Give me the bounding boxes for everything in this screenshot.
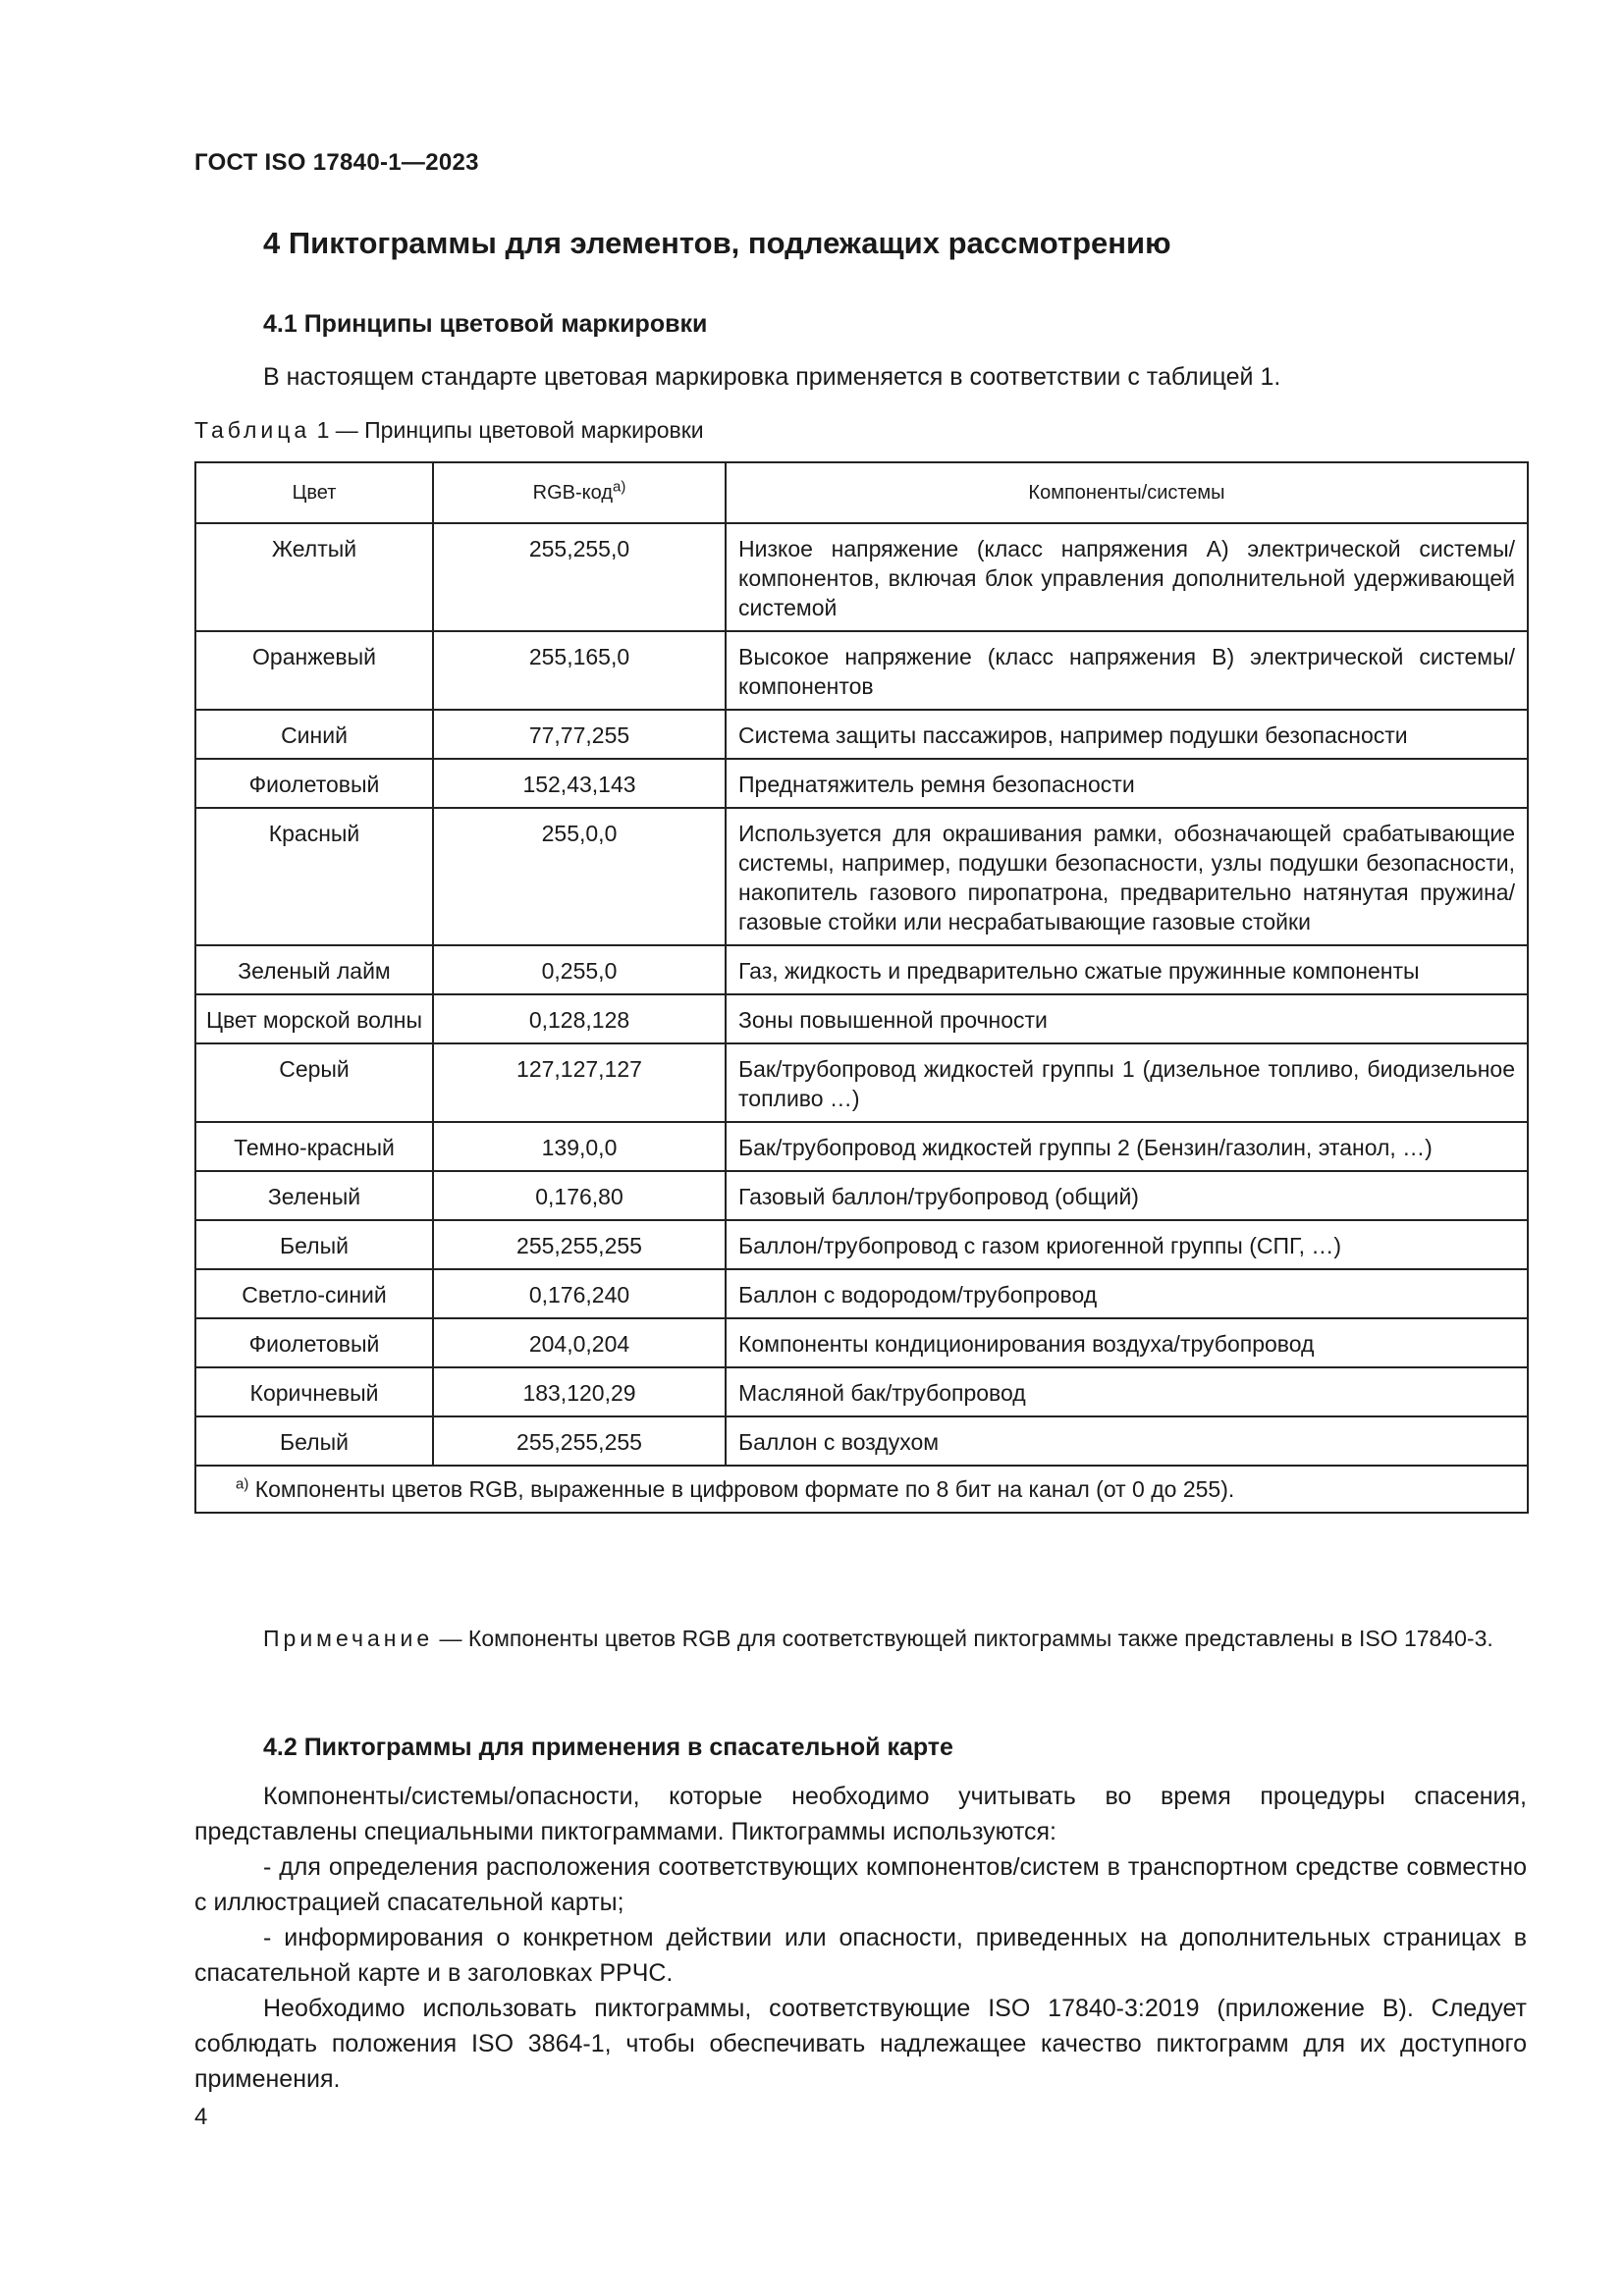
cell-description: Высокое напряжение (класс напряжения В) электрической системы/компонентов bbox=[726, 631, 1528, 710]
table-row bbox=[195, 1220, 1528, 1269]
table-caption-label: Таблица bbox=[194, 417, 311, 443]
table-row bbox=[195, 994, 1528, 1043]
cell-rgb: 255,165,0 bbox=[433, 631, 726, 710]
subsection-1-intro: В настоящем стандарте цветовая маркировка применяется в соответствии с таблицей 1. bbox=[263, 363, 1281, 391]
table-row bbox=[195, 631, 1528, 710]
table-row bbox=[195, 1043, 1528, 1122]
table-row bbox=[195, 759, 1528, 808]
cell-color: Красный bbox=[195, 808, 433, 945]
cell-rgb: 152,43,143 bbox=[433, 759, 726, 808]
cell-description: Газовый баллон/трубопровод (общий) bbox=[726, 1171, 1528, 1220]
subsection-2-title: 4.2 Пиктограммы для применения в спасательной карте bbox=[263, 1734, 953, 1761]
cell-rgb: 183,120,29 bbox=[433, 1367, 726, 1416]
page-number: 4 bbox=[194, 2104, 208, 2130]
header-rgb-label: RGB-код bbox=[532, 482, 613, 504]
cell-color: Цвет морской волны bbox=[195, 994, 433, 1043]
footnote-text: Компоненты цветов RGB, выраженные в цифровом формате по 8 бит на канал (от 0 до 255). bbox=[254, 1476, 1235, 1502]
footnote-mark: а) bbox=[236, 1475, 249, 1493]
cell-color: Синий bbox=[195, 710, 433, 759]
header-components bbox=[726, 462, 1528, 523]
cell-rgb: 204,0,204 bbox=[433, 1318, 726, 1367]
cell-description: Компоненты кондиционирования воздуха/трубопровод bbox=[726, 1318, 1528, 1367]
header-components-label: Компоненты/системы bbox=[1028, 482, 1225, 504]
cell-rgb: 255,255,255 bbox=[433, 1416, 726, 1466]
cell-color: Серый bbox=[195, 1043, 433, 1122]
cell-color: Белый bbox=[195, 1220, 433, 1269]
cell-rgb: 77,77,255 bbox=[433, 710, 726, 759]
subsection-2-paragraph-1: Компоненты/системы/опасности, которые необходимо учитывать во время процедуры спасения, представлены специальными пиктограммами. Пиктограммы используются: bbox=[194, 1783, 1527, 1845]
cell-color: Коричневый bbox=[195, 1367, 433, 1416]
cell-color: Фиолетовый bbox=[195, 1318, 433, 1367]
note bbox=[194, 1622, 1527, 1655]
cell-color: Темно-красный bbox=[195, 1122, 433, 1171]
cell-description: Система защиты пассажиров, например подушки безопасности bbox=[726, 710, 1528, 759]
table-row bbox=[195, 710, 1528, 759]
header-color-label: Цвет bbox=[292, 482, 337, 504]
color-coding-table bbox=[194, 461, 1529, 1514]
table-row bbox=[195, 945, 1528, 994]
section-title: 4 Пиктограммы для элементов, подлежащих рассмотрению bbox=[263, 226, 1171, 260]
table-row bbox=[195, 1367, 1528, 1416]
table-row bbox=[195, 1269, 1528, 1318]
table-footnote-row bbox=[195, 1466, 1528, 1513]
table-row bbox=[195, 1318, 1528, 1367]
document-header: ГОСТ ISO 17840-1—2023 bbox=[194, 149, 479, 176]
cell-color: Оранжевый bbox=[195, 631, 433, 710]
cell-description: Низкое напряжение (класс напряжения А) электрической системы/компонентов, включая блок управления дополнительной удерживающей системой bbox=[726, 523, 1528, 631]
table-caption bbox=[194, 417, 704, 444]
cell-description: Баллон с водородом/трубопровод bbox=[726, 1269, 1528, 1318]
subsection-2-paragraph-2: Необходимо использовать пиктограммы, соответствующие ISO 17840-3:2019 (приложение В). Следует соблюдать положения ISO 3864-1, чтобы обеспечивать надлежащее качество пиктограмм для их доступного применения. bbox=[194, 1995, 1527, 2093]
header-rgb bbox=[433, 462, 726, 523]
table-row bbox=[195, 1171, 1528, 1220]
cell-description: Баллон с воздухом bbox=[726, 1416, 1528, 1466]
cell-rgb: 0,176,240 bbox=[433, 1269, 726, 1318]
cell-rgb: 0,176,80 bbox=[433, 1171, 726, 1220]
cell-rgb: 255,0,0 bbox=[433, 808, 726, 945]
table-row bbox=[195, 523, 1528, 631]
subsection-1-title: 4.1 Принципы цветовой маркировки bbox=[263, 310, 708, 338]
cell-description: Баллон/трубопровод с газом криогенной группы (СПГ, …) bbox=[726, 1220, 1528, 1269]
cell-color: Зеленый лайм bbox=[195, 945, 433, 994]
table-row bbox=[195, 1122, 1528, 1171]
subsection-2-bullet-1: - для определения расположения соответствующих компонентов/систем в транспортном средстве совместно с иллюстрацией спасательной карты; bbox=[194, 1853, 1527, 1916]
cell-rgb: 0,128,128 bbox=[433, 994, 726, 1043]
cell-description: Преднатяжитель ремня безопасности bbox=[726, 759, 1528, 808]
cell-color: Белый bbox=[195, 1416, 433, 1466]
cell-color: Желтый bbox=[195, 523, 433, 631]
subsection-2-bullet-2: - информирования о конкретном действии или опасности, приведенных на дополнительных страницах в спасательной карте и в заголовках РРЧС. bbox=[194, 1924, 1527, 1987]
cell-description: Газ, жидкость и предварительно сжатые пружинные компоненты bbox=[726, 945, 1528, 994]
note-label: Примечание bbox=[263, 1626, 434, 1651]
cell-color: Светло-синий bbox=[195, 1269, 433, 1318]
note-text: — Компоненты цветов RGB для соответствующей пиктограммы также представлены в ISO 17840-3. bbox=[439, 1626, 1493, 1651]
cell-description: Зоны повышенной прочности bbox=[726, 994, 1528, 1043]
cell-rgb: 255,255,0 bbox=[433, 523, 726, 631]
table-caption-text: 1 — Принципы цветовой маркировки bbox=[316, 417, 704, 443]
cell-rgb: 0,255,0 bbox=[433, 945, 726, 994]
table-row bbox=[195, 808, 1528, 945]
cell-color: Зеленый bbox=[195, 1171, 433, 1220]
table-footnote bbox=[195, 1466, 1528, 1513]
cell-color: Фиолетовый bbox=[195, 759, 433, 808]
cell-rgb: 139,0,0 bbox=[433, 1122, 726, 1171]
header-color bbox=[195, 462, 433, 523]
cell-rgb: 127,127,127 bbox=[433, 1043, 726, 1122]
cell-description: Масляной бак/трубопровод bbox=[726, 1367, 1528, 1416]
header-rgb-footnote-mark: а) bbox=[612, 478, 626, 496]
table-row bbox=[195, 1416, 1528, 1466]
cell-description: Бак/трубопровод жидкостей группы 2 (Бензин/газолин, этанол, …) bbox=[726, 1122, 1528, 1171]
cell-description: Бак/трубопровод жидкостей группы 1 (дизельное топливо, биодизельное топливо …) bbox=[726, 1043, 1528, 1122]
table-header-row bbox=[195, 462, 1528, 523]
cell-rgb: 255,255,255 bbox=[433, 1220, 726, 1269]
cell-description: Используется для окрашивания рамки, обозначающей срабатывающие системы, например, подушки безопасности, узлы подушки безопасности, накопитель газового пиропатрона, предварительно натянутая пружина/газовые стойки или несрабатывающие газовые стойки bbox=[726, 808, 1528, 945]
